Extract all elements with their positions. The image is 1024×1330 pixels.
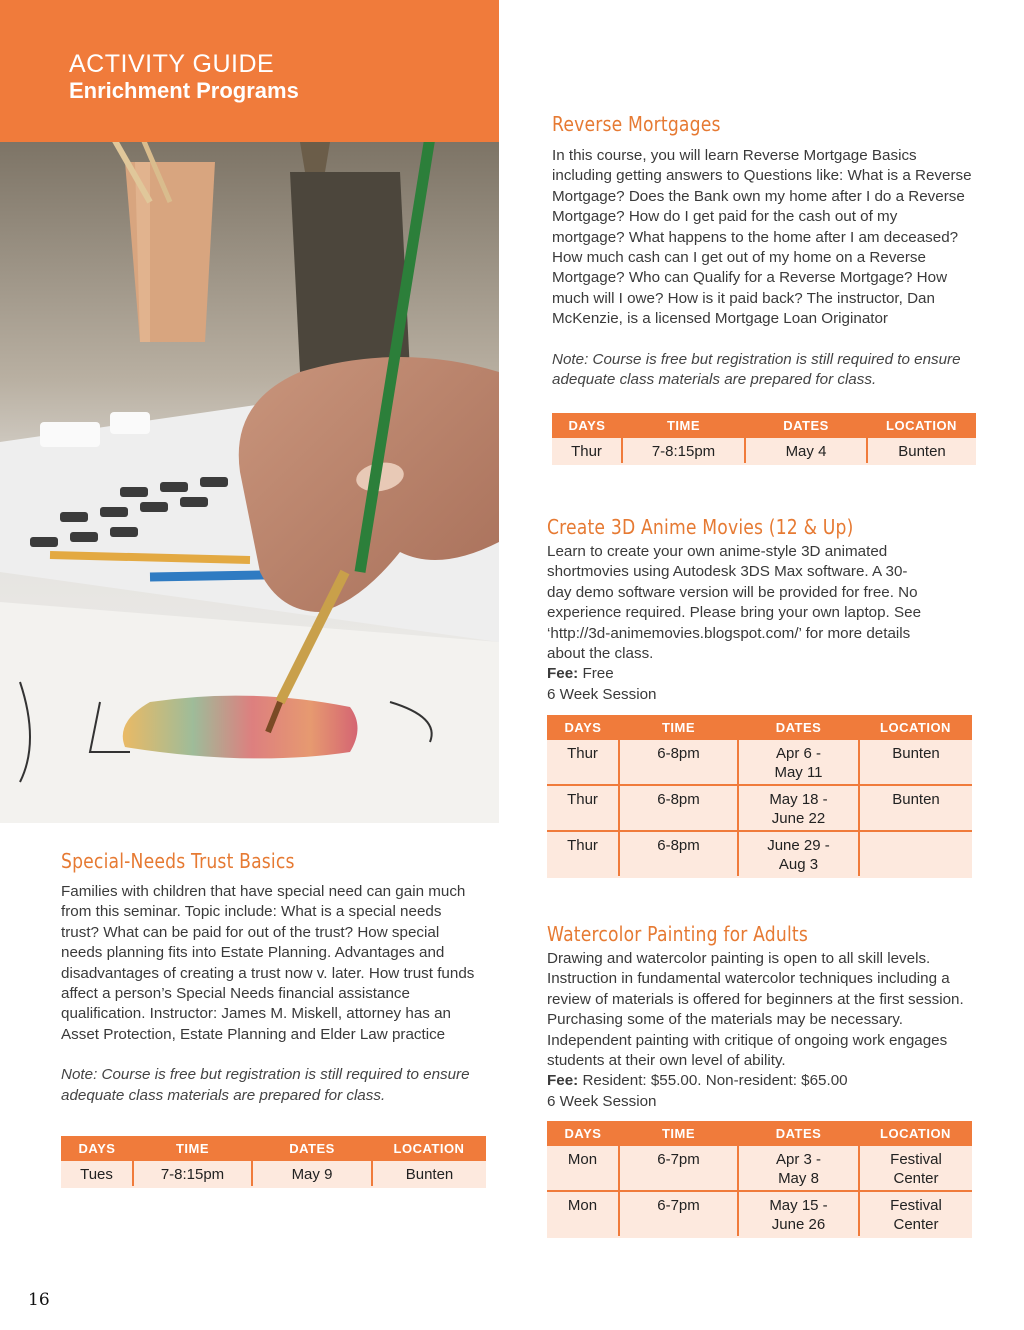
cell-dates-start: May 15 - — [769, 1197, 828, 1214]
anime-body: Learn to create your own anime-style 3D animated shortmovies using Autodesk 3DS Max software. A 30-day demo software version will be provided for free. No experience required. Please bring your own laptop. See ‘http://3d-animemovies.blogspot.com/’ for more details about the class. — [547, 543, 922, 663]
watercolor-body: Drawing and watercolor painting is open to all skill levels. Instruction in fundamental watercolor techniques including a review of materials is offered for beginners at the first session. Purchasing some of the materials may be necessary. Independent painting with critique of ongoing work engages students at their own level of ability. — [547, 950, 964, 1070]
cell-days: Thur — [547, 785, 619, 831]
cell-location: Bunten — [859, 785, 972, 831]
special-needs-schedule — [61, 1136, 486, 1188]
col-location-header: LOCATION — [372, 1136, 486, 1161]
cell-dates-start: Apr 3 - — [775, 1151, 821, 1168]
col-location-header: LOCATION — [859, 1121, 972, 1146]
anime-fee-value: Free — [582, 665, 614, 683]
cell-dates-start: Apr 6 - — [775, 745, 821, 762]
col-dates-header: DATES — [738, 1121, 859, 1146]
page-number: 16 — [28, 1290, 50, 1310]
reverse-mortgages-body: In this course, you will learn Reverse Mortgage Basics including getting answers to Questions like: What is a Reverse Mortgage? Does the Bank own my home after I do a Reverse Mortgage? How do I get paid for the cash out of my mortgage? What happens to the home after I am deceased? How much cash can I get out of my home on a Reverse Mortgage? Who can Qualify for a Reverse Mortgage? How much will I owe? How is it paid back? The instructor, Dan McKenzie, is a licensed Mortgage Loan Originator — [552, 147, 972, 328]
cell-time: 6-8pm — [619, 740, 738, 785]
reverse-mortgages-title: Reverse Mortgages — [552, 112, 721, 136]
cell-dates — [738, 1146, 859, 1191]
watercolor-session: 6 Week Session — [547, 1092, 657, 1110]
col-days-header: DAYS — [547, 1121, 619, 1146]
cell-location — [859, 831, 972, 877]
col-dates-header: DATES — [745, 413, 867, 438]
anime-section — [547, 515, 927, 705]
cell-location — [859, 1146, 972, 1191]
cell-dates — [738, 740, 859, 785]
reverse-mortgages-schedule — [552, 413, 976, 465]
cell-dates-start: June 29 - — [767, 837, 830, 854]
special-needs-note: Note: Course is free but registration is still required to ensure adequate class materials are prepared for class. — [61, 1066, 470, 1104]
watercolor-section — [547, 922, 967, 1112]
cell-dates — [738, 1191, 859, 1237]
table-row — [547, 785, 972, 831]
cell-location: Bunten — [867, 438, 976, 464]
table-row — [547, 1146, 972, 1191]
cell-days: Tues — [61, 1161, 133, 1187]
cell-dates-start: May 18 - — [769, 791, 828, 808]
cell-location-line2: Center — [893, 1170, 939, 1187]
anime-session: 6 Week Session — [547, 685, 657, 703]
cell-location-line1: Festival — [890, 1151, 942, 1168]
cell-time: 7-8:15pm — [622, 438, 745, 464]
cell-dates-end: Aug 3 — [778, 856, 819, 873]
table-row — [552, 438, 976, 464]
cell-location: Bunten — [859, 740, 972, 785]
cell-dates-end: May 11 — [774, 764, 823, 781]
cell-dates: May 4 — [745, 438, 867, 464]
col-time-header: TIME — [133, 1136, 252, 1161]
anime-schedule — [547, 715, 972, 878]
guide-kicker: ACTIVITY GUIDE — [69, 50, 275, 78]
watercolor-fee — [547, 1071, 967, 1091]
watercolor-schedule — [547, 1121, 972, 1238]
anime-fee-label: Fee: — [547, 665, 579, 683]
cell-dates-end: May 8 — [778, 1170, 819, 1187]
table-row — [547, 740, 972, 785]
watercolor-fee-value: Resident: $55.00. Non-resident: $65.00 — [582, 1072, 848, 1090]
watercolor-painting-photo — [0, 142, 499, 823]
cell-time: 6-7pm — [619, 1146, 738, 1191]
cell-dates-end: June 26 — [771, 1216, 826, 1233]
table-row — [547, 1191, 972, 1237]
col-days-header: DAYS — [547, 715, 619, 740]
cell-days: Thur — [552, 438, 622, 464]
guide-title: Enrichment Programs — [69, 78, 299, 103]
col-time-header: TIME — [622, 413, 745, 438]
col-time-header: TIME — [619, 1121, 738, 1146]
header-band — [0, 0, 499, 142]
cell-location: Bunten — [372, 1161, 486, 1187]
cell-dates — [738, 831, 859, 877]
table-row — [547, 831, 972, 877]
special-needs-section — [61, 849, 481, 1106]
watercolor-title: Watercolor Painting for Adults — [547, 922, 808, 946]
cell-dates — [738, 785, 859, 831]
col-days-header: DAYS — [61, 1136, 133, 1161]
cell-days: Mon — [547, 1146, 619, 1191]
anime-title: Create 3D Anime Movies (12 & Up) — [547, 515, 854, 539]
cell-days: Thur — [547, 831, 619, 877]
anime-fee — [547, 664, 927, 684]
cell-location-line1: Festival — [890, 1197, 942, 1214]
reverse-mortgages-section — [552, 112, 972, 390]
cell-location — [859, 1191, 972, 1237]
cell-time: 6-8pm — [619, 785, 738, 831]
cell-time: 6-7pm — [619, 1191, 738, 1237]
reverse-mortgages-note: Note: Course is free but registration is still required to ensure adequate class materials are prepared for class. — [552, 350, 961, 389]
col-time-header: TIME — [619, 715, 738, 740]
col-location-header: LOCATION — [859, 715, 972, 740]
cell-time: 6-8pm — [619, 831, 738, 877]
special-needs-title: Special-Needs Trust Basics — [61, 849, 295, 873]
cell-dates-end: June 22 — [771, 810, 826, 827]
cell-days: Thur — [547, 740, 619, 785]
col-location-header: LOCATION — [867, 413, 976, 438]
col-dates-header: DATES — [252, 1136, 372, 1161]
col-days-header: DAYS — [552, 413, 622, 438]
cell-location-line2: Center — [893, 1216, 939, 1233]
table-row — [61, 1161, 486, 1187]
cell-dates: May 9 — [252, 1161, 372, 1187]
col-dates-header: DATES — [738, 715, 859, 740]
special-needs-body: Families with children that have special need can gain much from this seminar. Topic include: What is a special needs trust? What can be paid for out of the trust? How special needs planning fits into Estate Planning. Advantages and disadvantages of creating a trust now v. later. How trust funds affect a person’s Special Needs financial assistance qualification. Instructor: James M. Miskell, attorney has an Asset Protection, Estate Planning and Elder Law practice — [61, 883, 475, 1043]
cell-time: 7-8:15pm — [133, 1161, 252, 1187]
cell-days: Mon — [547, 1191, 619, 1237]
watercolor-fee-label: Fee: — [547, 1072, 579, 1090]
